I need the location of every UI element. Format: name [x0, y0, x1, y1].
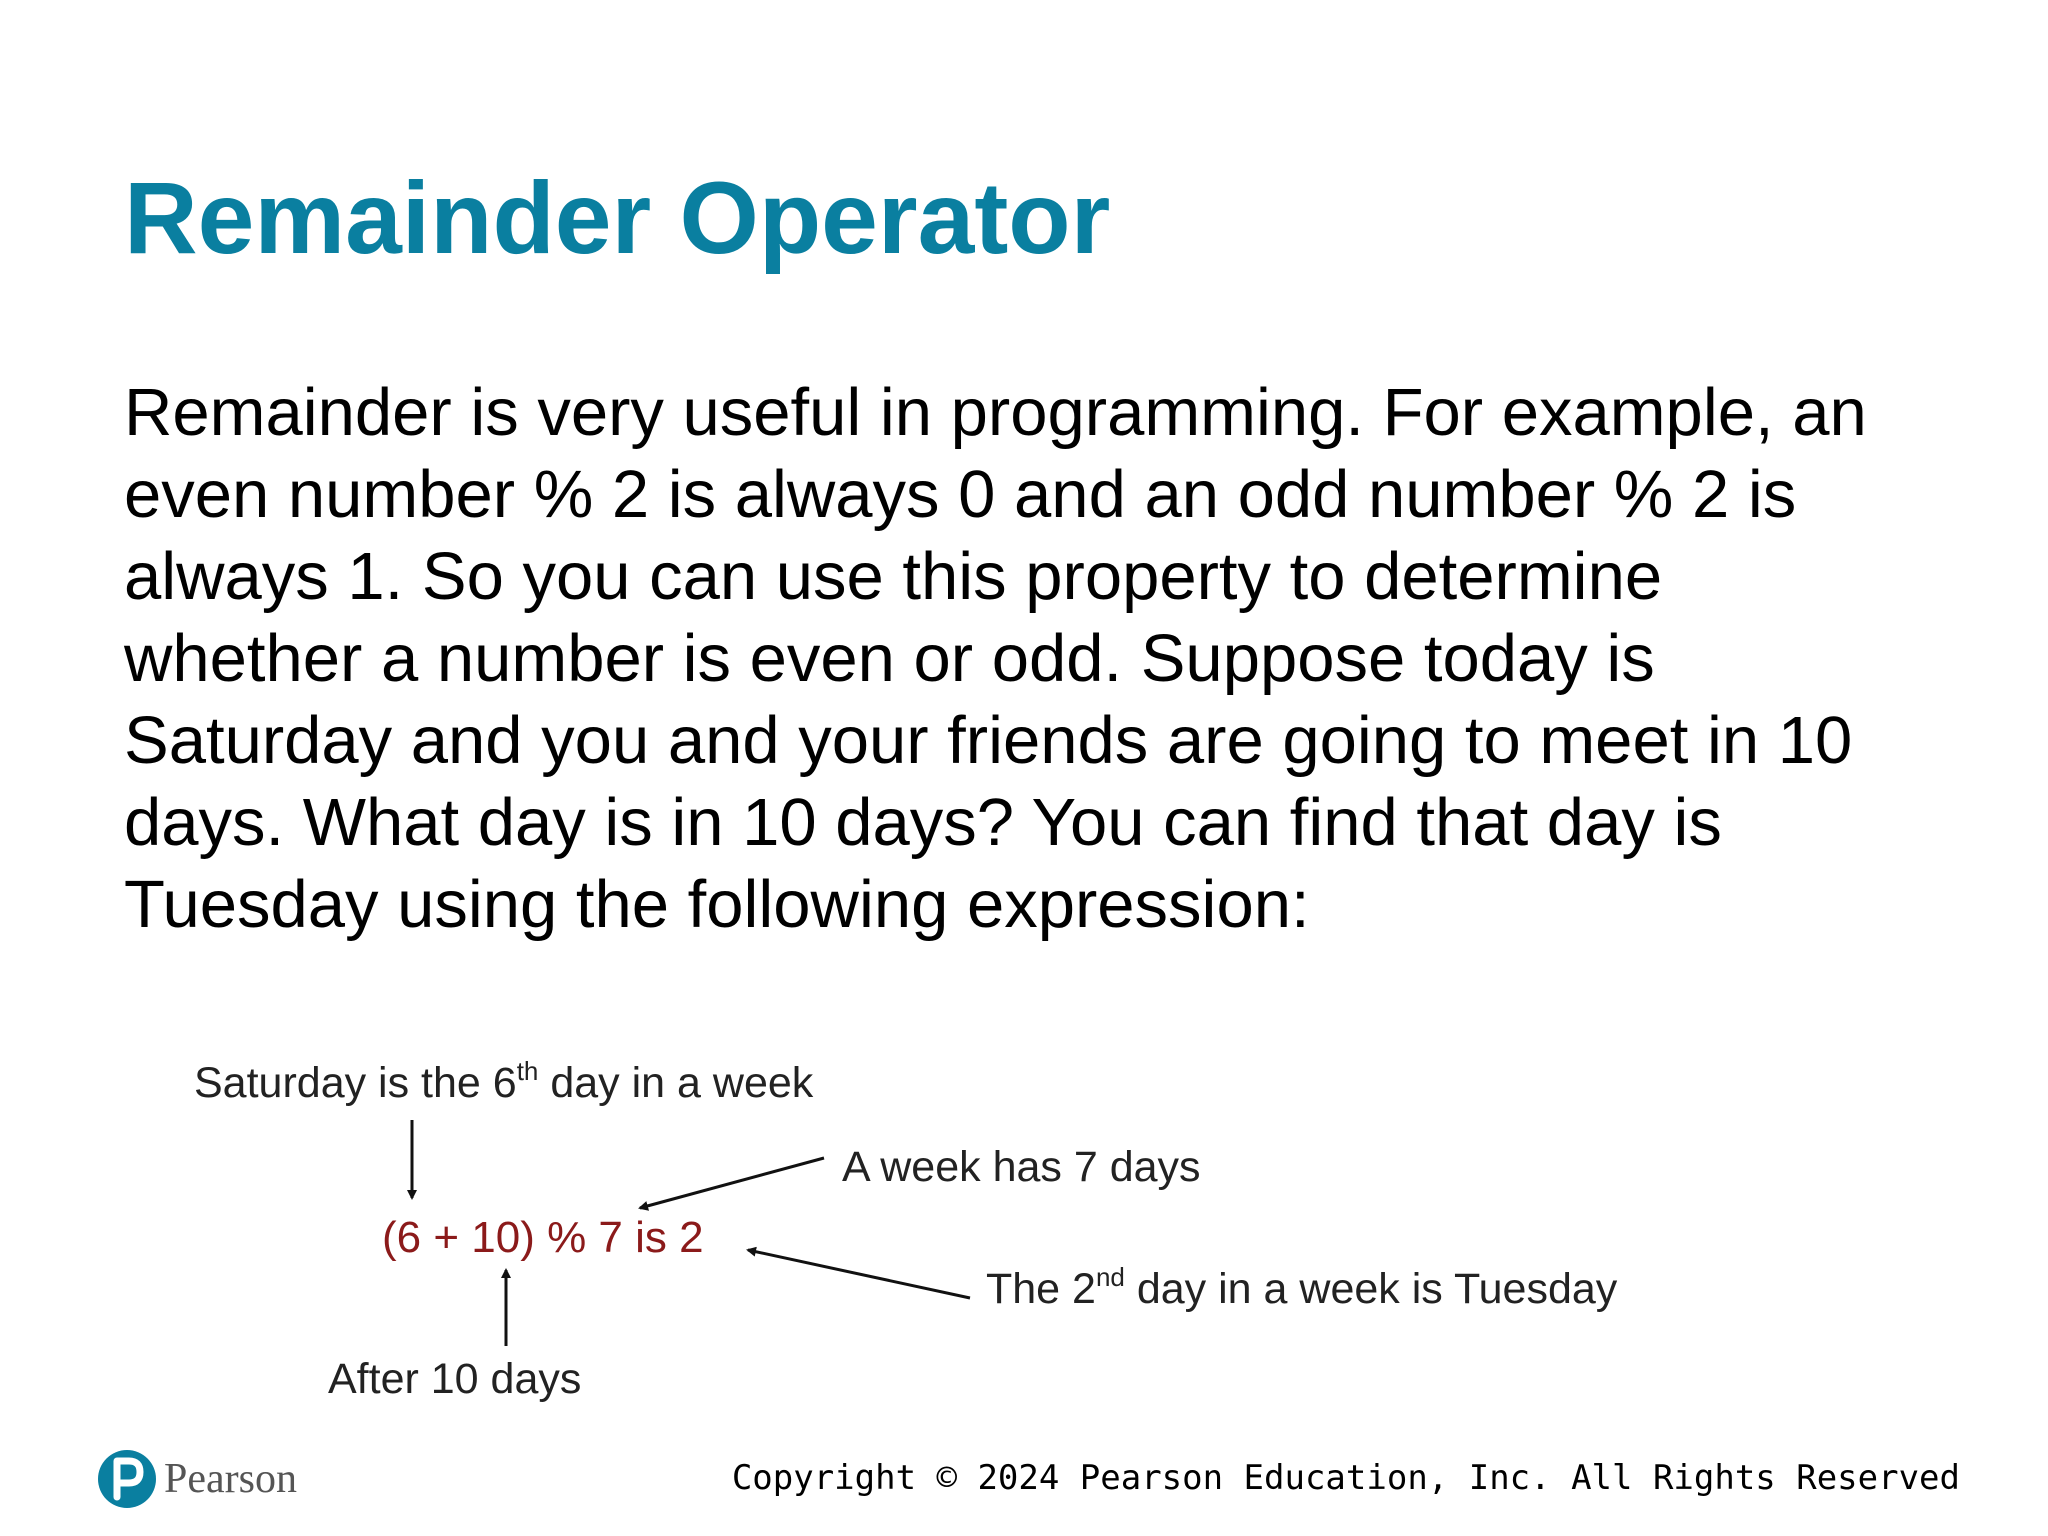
arrow-week [640, 1158, 824, 1208]
pearson-wordmark: Pearson [164, 1456, 297, 1502]
body-paragraph [124, 372, 1944, 946]
body-line: even number % 2 is always 0 and an odd number % 2 is [124, 457, 1797, 532]
body-line: Remainder is very useful in programming. For example, an [124, 375, 1867, 450]
remainder-expression: (6 + 10) % 7 is 2 [382, 1213, 704, 1262]
copyright-notice: Copyright © 2024 Pearson Education, Inc. All Rights Reserved [731, 1458, 1960, 1498]
arrow-tuesday [748, 1250, 970, 1298]
body-line: whether a number is even or odd. Suppose today is [124, 621, 1655, 696]
slide-title: Remainder Operator [124, 161, 1111, 275]
saturday-label: Saturday is the 6th day in a week [194, 1056, 814, 1107]
tuesday-label: The 2nd day in a week is Tuesday [986, 1262, 1618, 1313]
body-line: Saturday and you and your friends are going to meet in 10 [124, 703, 1853, 778]
body-line: days. What day is in 10 days? You can find that day is [124, 785, 1722, 860]
week-label: A week has 7 days [842, 1143, 1201, 1191]
pearson-p-icon [98, 1450, 156, 1508]
pearson-logo [98, 1450, 297, 1508]
body-line: Tuesday using the following expression: [124, 867, 1310, 942]
body-line: always 1. So you can use this property to determine [124, 539, 1663, 614]
after-label: After 10 days [328, 1355, 582, 1403]
